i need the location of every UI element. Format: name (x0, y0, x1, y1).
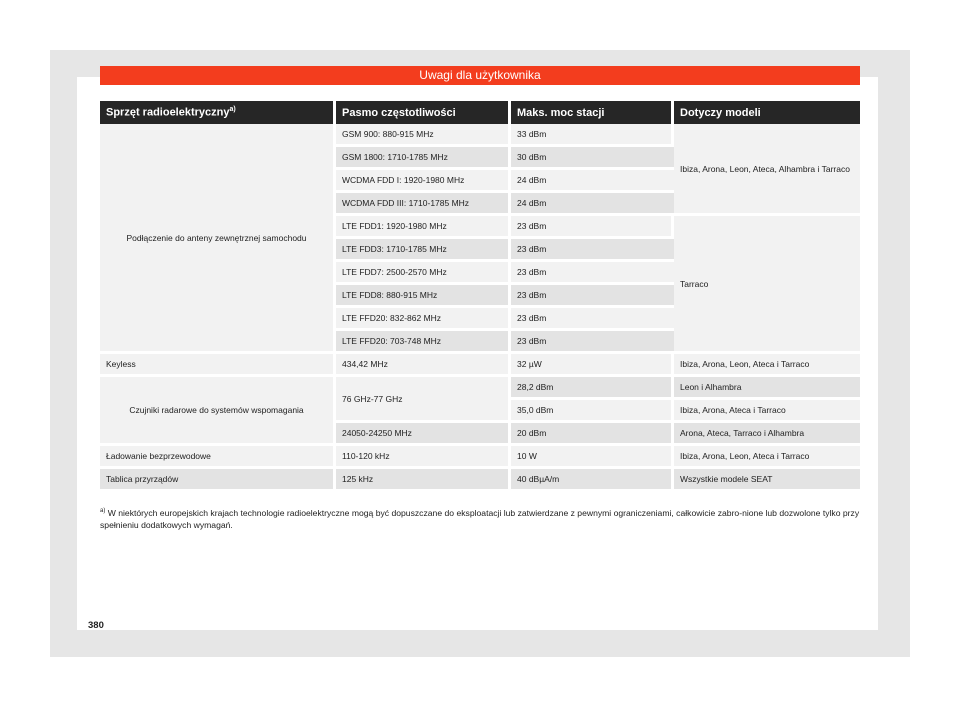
cell-power: 23 dBm (511, 262, 674, 285)
cell-power: 40 dBµA/m (511, 469, 674, 492)
cell-power: 23 dBm (511, 308, 674, 331)
cell-device-radar: Czujniki radarowe do systemów wspomagania (100, 377, 336, 446)
cell-power: 20 dBm (511, 423, 674, 446)
cell-frequency: 110-120 kHz (336, 446, 511, 469)
table-row (100, 377, 860, 400)
cell-models: Ibiza, Arona, Leon, Ateca i Tarraco (674, 446, 860, 469)
cell-power: 10 W (511, 446, 674, 469)
cell-power: 35,0 dBm (511, 400, 674, 423)
cell-frequency: WCDMA FDD I: 1920-1980 MHz (336, 170, 511, 193)
cell-power: 28,2 dBm (511, 377, 674, 400)
cell-models: Ibiza, Arona, Leon, Ateca i Tarraco (674, 354, 860, 377)
cell-power: 30 dBm (511, 147, 674, 170)
cell-power: 23 dBm (511, 285, 674, 308)
cell-frequency: WCDMA FDD III: 1710-1785 MHz (336, 193, 511, 216)
table-row (100, 124, 860, 147)
table-row (100, 354, 860, 377)
cell-frequency: LTE FDD8: 880-915 MHz (336, 285, 511, 308)
cell-device-wireless: Ładowanie bezprzewodowe (100, 446, 336, 469)
table-row (100, 446, 860, 469)
col-header-frequency: Pasmo częstotliwości (336, 101, 511, 124)
cell-frequency: LTE FDD1: 1920-1980 MHz (336, 216, 511, 239)
cell-models: Ibiza, Arona, Ateca i Tarraco (674, 400, 860, 423)
cell-power: 23 dBm (511, 331, 674, 354)
cell-frequency: LTE FDD3: 1710-1785 MHz (336, 239, 511, 262)
cell-device-plate: Tablica przyrządów (100, 469, 336, 492)
cell-frequency: 434,42 MHz (336, 354, 511, 377)
cell-frequency: 125 kHz (336, 469, 511, 492)
cell-frequency: LTE FDD7: 2500-2570 MHz (336, 262, 511, 285)
cell-device-keyless: Keyless (100, 354, 336, 377)
cell-power: 23 dBm (511, 239, 674, 262)
col-header-models: Dotyczy modeli (674, 101, 860, 124)
cell-models: Leon i Alhambra (674, 377, 860, 400)
cell-frequency: LTE FFD20: 703-748 MHz (336, 331, 511, 354)
cell-frequency: 76 GHz-77 GHz (336, 377, 511, 423)
footnote (100, 505, 860, 531)
cell-models: Wszystkie modele SEAT (674, 469, 860, 492)
cell-frequency: GSM 1800: 1710-1785 MHz (336, 147, 511, 170)
cell-power: 33 dBm (511, 124, 674, 147)
col-header-device: Sprzęt radioelektryczny$^{a)}$ (100, 101, 336, 124)
cell-models-gsm: Ibiza, Arona, Leon, Ateca, Alhambra i Tarraco (674, 124, 860, 216)
cell-frequency: GSM 900: 880-915 MHz (336, 124, 511, 147)
table-row (100, 469, 860, 492)
footnote-text: W niektórych europejskich krajach technologie radioelektryczne mogą być dopuszczane do eksploatacji lub zatwierdzane z pewnymi ograniczeniami, całkowicie zabro-nione lub dozwolone tylko przy spełnieniu dodatkowych wymagań. (100, 507, 860, 530)
cell-models: Arona, Ateca, Tarraco i Alhambra (674, 423, 860, 446)
col-header-power: Maks. moc stacji (511, 101, 674, 124)
cell-power: 24 dBm (511, 193, 674, 216)
cell-device-antenna: Podłączenie do anteny zewnętrznej samochodu (100, 124, 336, 354)
table-header-row (100, 101, 860, 124)
cell-models-lte: Tarraco (674, 216, 860, 354)
footnote-marker: a) (100, 508, 106, 514)
cell-frequency: LTE FFD20: 832-862 MHz (336, 308, 511, 331)
cell-power: 23 dBm (511, 216, 674, 239)
cell-frequency: 24050-24250 MHz (336, 423, 511, 446)
footnote-ref: a) (229, 106, 236, 114)
page-number: 380 (88, 620, 104, 631)
section-banner: Uwagi dla użytkownika (100, 66, 860, 85)
cell-power: 32 µW (511, 354, 674, 377)
radio-equipment-table (100, 101, 860, 492)
cell-power: 24 dBm (511, 170, 674, 193)
